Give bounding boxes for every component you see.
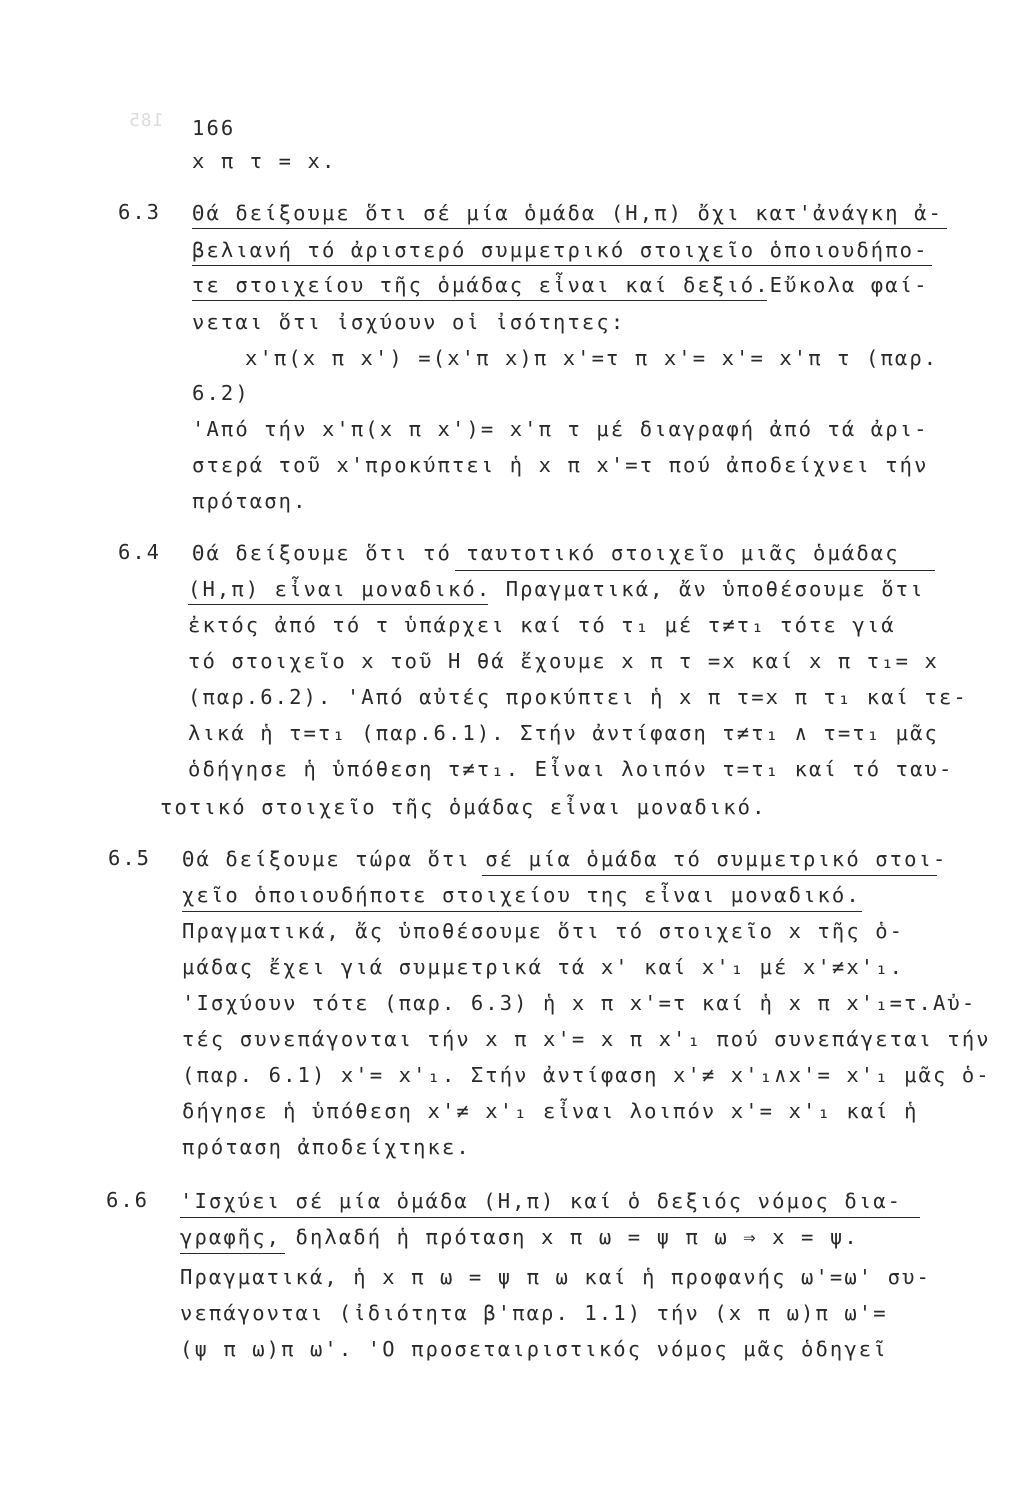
text-line: στερά τοῦ x'προκύπτει ἡ x π x'=τ πού ἀποδείχνει τήν <box>192 453 929 477</box>
text-line: x π τ = x. <box>192 149 337 173</box>
text-line: τοτικό στοιχεῖο τῆς ὁμάδας εἶναι μοναδικό. <box>160 795 767 819</box>
text-line: (H,π) εἶναι μοναδικό. Πραγματικά, ἄν ὑποθέσουμε ὅτι <box>188 577 925 601</box>
text-line: (παρ. 6.1) x'= x'₁. Στήν ἀντίφαση x'≠ x'₁∧x'= x'₁ μᾶς ὁ- <box>182 1063 991 1087</box>
text-line: γραφῆς, δηλαδή ἡ πρόταση x π ω = ψ π ω ⇒ x = ψ. <box>180 1225 859 1249</box>
text-line: Θά δείξουμε ὅτι σέ μία ὁμάδα (H,π) ὄχι κατ'ἀνάγκη ἀ- <box>192 201 943 225</box>
text-line: Θά δείξουμε τώρα ὅτι σέ μία ὁμάδα τό συμμετρικό στοι- <box>182 847 948 871</box>
section-number-6-4: 6.4 <box>118 540 162 564</box>
underline <box>182 911 862 912</box>
underline <box>180 1253 285 1254</box>
text-line: δήγησε ἡ ὑπόθεση x'≠ x'₁ εἶναι λοιπόν x'= x'₁ καί ἡ <box>182 1099 919 1123</box>
text-line: Θά δείξουμε ὅτι τό ταυτοτικό στοιχεῖο μιᾶς ὁμάδας <box>192 541 900 565</box>
text-line: Πραγματικά, ἄς ὑποθέσουμε ὅτι τό στοιχεῖο x τῆς ὁ- <box>182 919 905 943</box>
section-number-6-6: 6.6 <box>106 1188 150 1212</box>
section-number-6-5: 6.5 <box>108 846 152 870</box>
text-line: 'Ισχύει σέ μία ὁμάδα (H,π) καί ὁ δεξιός νόμος δια- <box>180 1189 903 1213</box>
text-line: τό στοιχεῖο x τοῦ H θά ἔχουμε x π τ =x καί x π τ₁= x <box>188 649 939 673</box>
underline <box>188 604 488 605</box>
text-line: 'Ισχύουν τότε (παρ. 6.3) ἡ x π x'=τ καί ἡ x π x'₁=τ.Αὐ- <box>182 991 977 1015</box>
show-through-page-number: 185 <box>128 110 164 131</box>
text-line: μάδας ἔχει γιά συμμετρικά τά x' καί x'₁ μέ x'≠x'₁. <box>182 955 905 979</box>
text-line: νεπάγονται (ἰδιότητα β'παρ. 1.1) τήν (x π ω)π ω'= <box>180 1301 888 1325</box>
text-line: χεῖο ὁποιουδήποτε στοιχείου της εἶναι μοναδικό. <box>182 883 861 907</box>
text-line: νεται ὅτι ἰσχύουν οἱ ἰσότητες: <box>192 310 626 334</box>
text-line: τε στοιχείου τῆς ὁμάδας εἶναι καί δεξιό.Εὔκολα φαί- <box>192 273 929 297</box>
underline <box>180 1217 920 1218</box>
text-line: ὁδήγησε ἡ ὑπόθεση τ≠τ₁. Εἶναι λοιπόν τ=τ₁ καί τό ταυ- <box>188 757 954 781</box>
text-line: λικά ἡ τ=τ₁ (παρ.6.1). Στήν ἀντίφαση τ≠τ₁ ∧ τ=τ₁ μᾶς <box>188 721 939 745</box>
page-number: 166 <box>192 116 236 140</box>
text-line: x'π(x π x') =(x'π x)π x'=τ π x'= x'= x'π τ (παρ. <box>245 346 939 370</box>
text-line: (παρ.6.2). 'Από αὐτές προκύπτει ἡ x π τ=x π τ₁ καί τε- <box>188 685 968 709</box>
underline <box>192 300 767 301</box>
text-line: 'Από τήν x'π(x π x')= x'π τ μέ διαγραφή ἀπό τά ἀρι- <box>192 417 929 441</box>
section-number-6-3: 6.3 <box>118 200 162 224</box>
text-line: Πραγματικά, ἡ x π ω = ψ π ω καί ἡ προφανής ω'=ω' συ- <box>180 1265 931 1289</box>
underline <box>455 570 935 571</box>
text-line: ἐκτός ἀπό τό τ ὑπάρχει καί τό τ₁ μέ τ≠τ₁ τότε γιά <box>188 613 896 637</box>
text-line: τές συνεπάγονται τήν x π x'= x π x'₁ πού συνεπάγεται τήν <box>182 1027 991 1051</box>
underline <box>192 228 947 229</box>
text-line: (ψ π ω)π ω'. 'Ο προσεταιριστικός νόμος μᾶς ὁδηγεῖ <box>180 1337 888 1361</box>
text-line: 6.2) <box>192 381 250 405</box>
text-line: πρόταση ἀποδείχτηκε. <box>182 1135 471 1159</box>
text-line: πρόταση. <box>192 489 308 513</box>
text-line: βελιανή τό ἀριστερό συμμετρικό στοιχεῖο ὁποιουδήπο- <box>192 238 929 262</box>
underline <box>192 265 932 266</box>
underline <box>482 875 937 876</box>
